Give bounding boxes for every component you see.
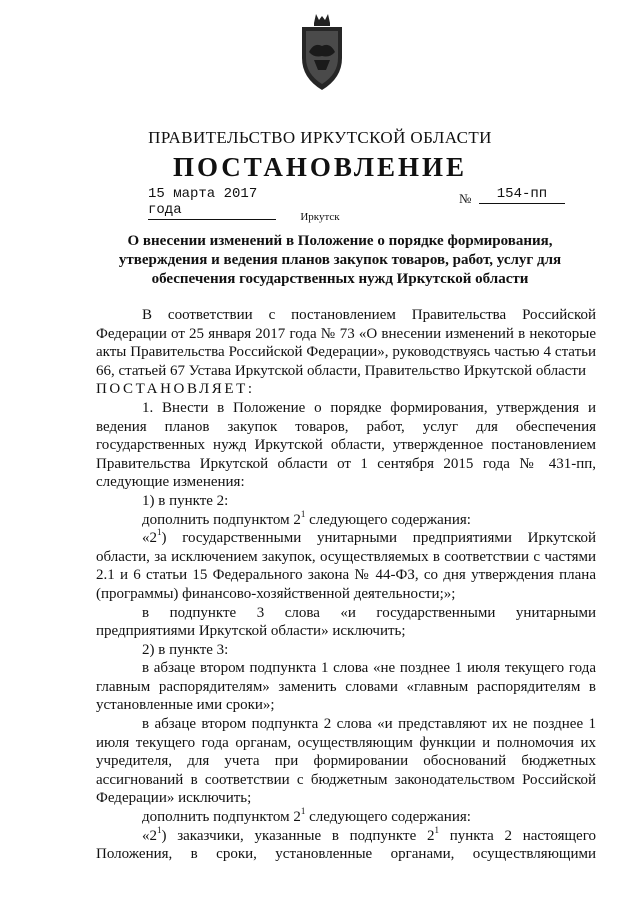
decree-title: О внесении изменений в Положение о порядке формирования, утверждения и ведения планов закупок товаров, работ, услуг для обеспечения государственных нужд Иркутской области <box>118 233 562 287</box>
subitem-1-paragraph: 1) в пункте 2: <box>142 492 229 509</box>
city-name: Иркутск <box>300 211 340 223</box>
customers-subpoint-paragraph: «$2^1$) заказчики, указанные в подпункте $2^1$ пункта 2 настоящего Положения, в сроки, установленные органами, осуществляющими <box>96 824 596 863</box>
postanovlyaet-heading: ПОСТАНОВЛЯЕТ: <box>96 381 255 398</box>
coat-of-arms-emblem <box>300 14 344 92</box>
paragraph-subpoint-1: в абзаце втором подпункта 1 слова «не позднее 1 июля текущего года главным распорядителям» заменить словами «главным распорядителям в установленные ими сроки»; <box>96 660 596 714</box>
paragraph-subpoint-2: в абзаце втором подпункта 2 слова «и представляют их не позднее 1 июля текущего года органам, осуществляющим функции и полномочия их учредителя, для учета при формировании обоснований бюджетных ассигнований в соответствии с бюджетным законодательством Российской Федерации» исключить; <box>96 716 596 807</box>
decree-number: 154-пп <box>479 186 565 204</box>
subpoint-3-paragraph: в подпункте 3 слова «и государственными унитарными предприятиями Иркутской области» исключить; <box>96 604 596 640</box>
document-type-heading: ПОСТАНОВЛЕНИЕ <box>172 152 468 182</box>
add-subpoint-paragraph: дополнить подпунктом $2^1$ следующего содержания: <box>142 508 471 528</box>
item-1-paragraph: 1. Внести в Положение о порядке формирования, утверждения и ведения планов закупок товаров, работ, услуг для обеспечения государственных нужд Иркутской области, утвержденное постановлением Правительства Иркутской области от 1 сентября 2015 года № 431-пп, следующие изменения: <box>96 399 596 491</box>
subitem-2-paragraph: 2) в пункте 3: <box>142 641 229 658</box>
decree-body <box>96 306 596 864</box>
add-subpoint-paragraph-2: дополнить подпунктом $2^1$ следующего содержания: <box>142 806 471 826</box>
decree-date: 15 марта 2017 года <box>148 186 276 220</box>
new-subpoint-text-paragraph: «$2^1$) государственными унитарными предприятиями Иркутской области, за исключением закупок, осуществляемых в соответствии с частями 2.1 и 6 статьи 15 Федерального закона № 44-ФЗ, со дня утверждения плана (программы) финансово-хозяйственной деятельности;»; <box>96 527 596 602</box>
number-sign: № <box>459 191 472 206</box>
preamble-paragraph: В соответствии с постановлением Правительства Российской Федерации от 25 января 2017 года № 73 «О внесении изменений в некоторые акты Правительства Российской Федерации», руководствуясь частью 4 статьи 66, статьей 67 Устава Иркутской области, Правительство Иркутской области <box>96 307 596 379</box>
government-name: ПРАВИТЕЛЬСТВО ИРКУТСКОЙ ОБЛАСТИ <box>148 128 492 147</box>
